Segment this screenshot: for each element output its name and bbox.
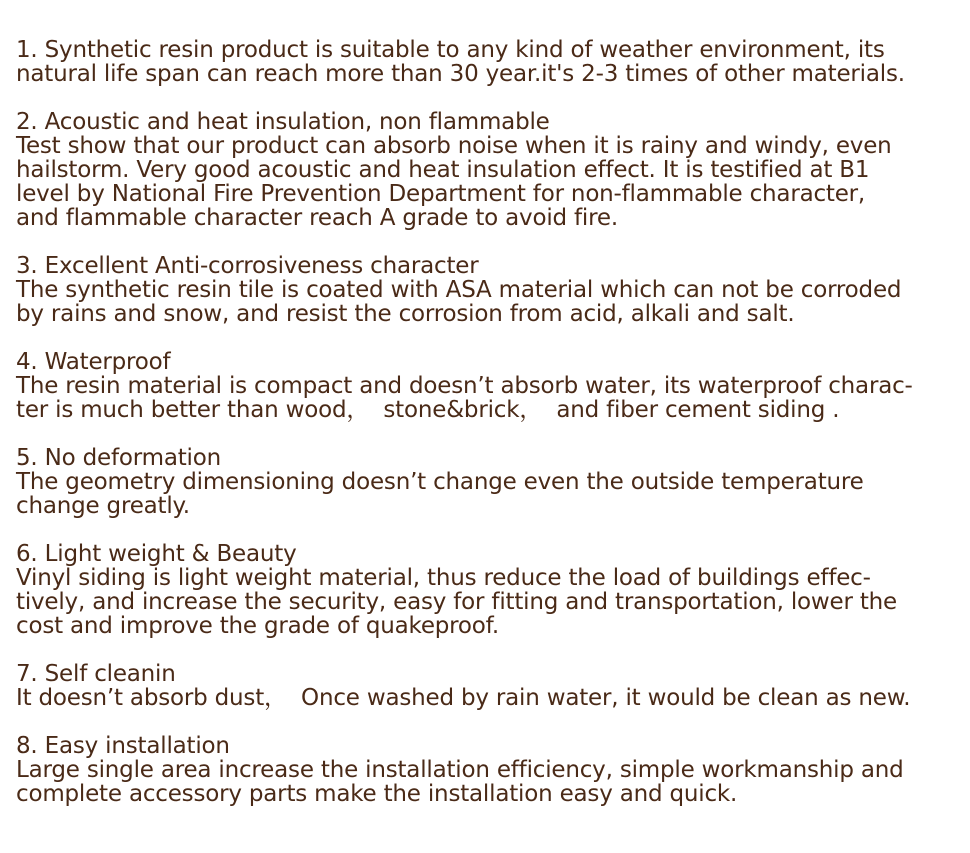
section-self-cleaning (16, 662, 956, 710)
section-5-text: The geometry dimensioning doesn’t change even the outside temperature (16, 469, 864, 495)
feature-list-document (16, 38, 956, 806)
section-6-text: Vinyl siding is light weight material, thus reduce the load of buildings effec- (16, 565, 871, 591)
section-8-text: complete accessory parts make the installation easy and quick. (16, 781, 738, 807)
section-5-heading: 5. No deformation (16, 445, 221, 471)
section-4-text: The resin material is compact and doesn’t absorb water, its waterproof charac- (16, 373, 913, 399)
section-8-heading: 8. Easy installation (16, 733, 230, 759)
section-easy-installation (16, 734, 956, 806)
section-waterproof (16, 350, 956, 422)
section-6-text: tively, and increase the security, easy for fitting and transportation, lower the (16, 589, 897, 615)
section-no-deformation (16, 446, 956, 518)
section-8-text: Large single area increase the installation efficiency, simple workmanship and (16, 757, 904, 783)
section-3-text: The synthetic resin tile is coated with ASA material which can not be corroded (16, 277, 902, 303)
section-7-heading: 7. Self cleanin (16, 661, 176, 687)
section-weather-resistance (16, 38, 956, 86)
section-1-text: natural life span can reach more than 30 year.it's 2-3 times of other materials. (16, 61, 905, 87)
section-2-heading: 2. Acoustic and heat insulation, non flammable (16, 109, 550, 135)
section-6-heading: 6. Light weight & Beauty (16, 541, 297, 567)
section-anti-corrosion (16, 254, 956, 326)
section-2-text: hailstorm. Very good acoustic and heat insulation effect. It is testified at B1 (16, 157, 870, 183)
section-3-heading: 3. Excellent Anti-corrosiveness character (16, 253, 479, 279)
section-2-text: level by National Fire Prevention Department for non-flammable character, (16, 181, 866, 207)
section-2-text: Test show that our product can absorb noise when it is rainy and windy, even (16, 133, 892, 159)
section-3-text: by rains and snow, and resist the corrosion from acid, alkali and salt. (16, 301, 795, 327)
section-6-text: cost and improve the grade of quakeproof. (16, 613, 499, 639)
section-light-weight (16, 542, 956, 638)
section-acoustic-insulation (16, 110, 956, 230)
section-5-text: change greatly. (16, 493, 190, 519)
section-2-text: and flammable character reach A grade to avoid fire. (16, 205, 618, 231)
section-7-text: It doesn’t absorb dust， Once washed by rain water, it would be clean as new. (16, 685, 911, 711)
section-4-text: ter is much better than wood， stone&brick， and fiber cement siding . (16, 397, 840, 423)
section-1-heading: 1. Synthetic resin product is suitable to any kind of weather environment, its (16, 37, 885, 63)
section-4-heading: 4. Waterproof (16, 349, 171, 375)
